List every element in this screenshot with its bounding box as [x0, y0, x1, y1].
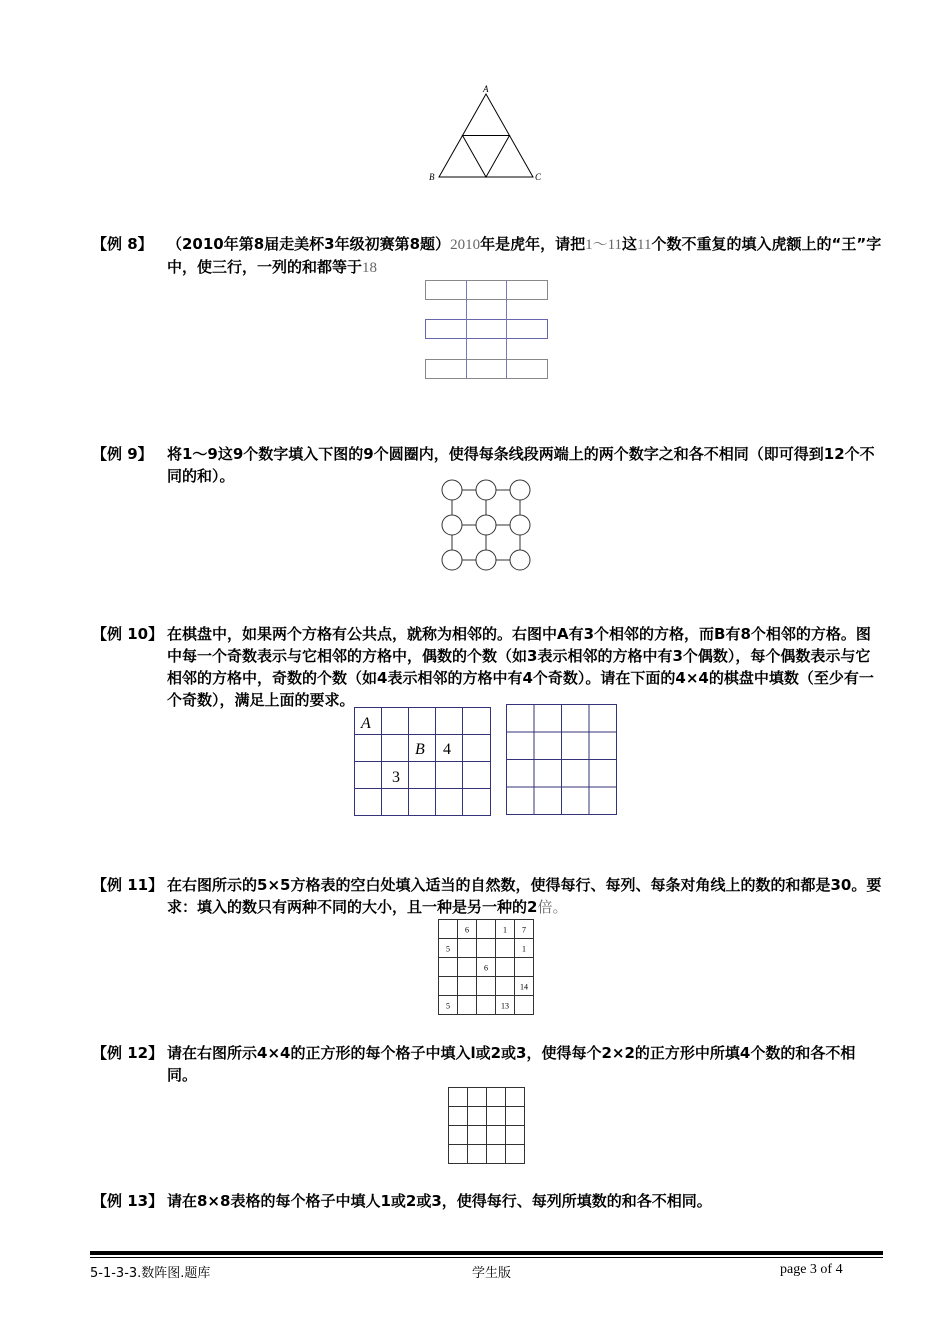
magic-cell-0-3: 1 [503, 925, 507, 935]
vertex-label-b: B [429, 172, 435, 182]
magic-cell-4-3: 13 [501, 1001, 509, 1011]
example-8-range: 1～11 [585, 237, 623, 253]
magic-cell-1-0: 5 [446, 944, 450, 954]
example-12-text: 请在右图所示4×4的正方形的每个格子中填入l或2或3，使得每个2×2的正方形中所填4个数的和各不相同。 [167, 1044, 856, 1084]
example-8-text-2: 这 [622, 235, 638, 253]
example-11-label: 【例 11】 [92, 876, 164, 894]
footer-rule-thick [90, 1251, 883, 1255]
example-8-sum: 18 [362, 260, 378, 276]
example-8-year: 2010 [450, 237, 481, 253]
vertex-label-c: C [535, 172, 542, 182]
example-8-label: 【例 8】 [92, 235, 153, 253]
magic-cell-2-2: 6 [484, 963, 488, 973]
footer-rule-thin [90, 1257, 883, 1258]
example-8-text-3: 个数不重复的填入虎额上的“王”字中，使三行，一列的和都等于 [167, 235, 882, 276]
wang-character-grid [424, 279, 550, 381]
chessboard-blank [505, 703, 619, 817]
cell-value-4: 4 [443, 741, 451, 758]
vertex-label-a: A [483, 84, 489, 94]
example-10-label: 【例 10】 [92, 625, 164, 643]
example-8-source: （2010年第8届走美杯3年级初赛第8题） [167, 235, 451, 253]
grid-4x4 [447, 1086, 526, 1165]
footer-center: 学生版 [472, 1266, 512, 1281]
circle-grid-figure [438, 478, 534, 572]
footer-left: 5-1-3-3.数阵图.题库 [90, 1266, 211, 1281]
example-13-label: 【例 13】 [92, 1192, 164, 1210]
example-9-text: 将1～9这9个数字填入下图的9个圆圈内，使得每条线段两端上的两个数字之和各不相同（即可得到12个不同的和）。 [167, 445, 875, 485]
magic-cell-4-0: 5 [446, 1001, 450, 1011]
cell-value-3: 3 [392, 769, 400, 786]
magic-cell-1-4: 1 [522, 944, 526, 954]
example-10-text: 在棋盘中，如果两个方格有公共点，就称为相邻的。右图中A有3个相邻的方格，而B有8个相邻的方格。图中每一个奇数表示与它相邻的方格中，偶数的个数（如3表示相邻的方格中有3个偶数），每个偶数表示与它相邻的方格中，奇数的个数（如4表示相邻的方格中有4个奇数）。请在下面的4×4的棋盘中填数（至少有一个奇数），满足上面的要求。 [167, 625, 874, 709]
magic-square-5x5 [437, 918, 535, 1016]
chessboard-example [353, 706, 493, 818]
magic-cell-0-4: 7 [522, 925, 526, 935]
example-11-text [167, 874, 882, 919]
example-8-count: 11 [637, 237, 652, 253]
example-9-label: 【例 9】 [92, 445, 153, 463]
cell-label-a: A [361, 715, 371, 732]
example-8-text-1: 年是虎年，请把 [480, 235, 586, 253]
example-11-body: 在右图所示的5×5方格表的空白处填入适当的自然数，使得每行、每列、每条对角线上的数的和都是30。要求：填入的数只有两种不同的大小，且一种是另一种的2 [167, 876, 882, 916]
triangle-figure [425, 84, 550, 186]
example-13-text: 请在8×8表格的每个格子中填人1或2或3，使得每行、每列所填数的和各不相同。 [167, 1192, 712, 1210]
magic-cell-3-4: 14 [520, 982, 528, 992]
example-12-label: 【例 12】 [92, 1044, 164, 1062]
example-11-tail: 倍。 [537, 900, 568, 916]
footer-page-number: page 3 of 4 [780, 1262, 843, 1277]
magic-cell-0-1: 6 [465, 925, 469, 935]
cell-label-b: B [415, 741, 425, 758]
example-8-text [167, 233, 882, 279]
